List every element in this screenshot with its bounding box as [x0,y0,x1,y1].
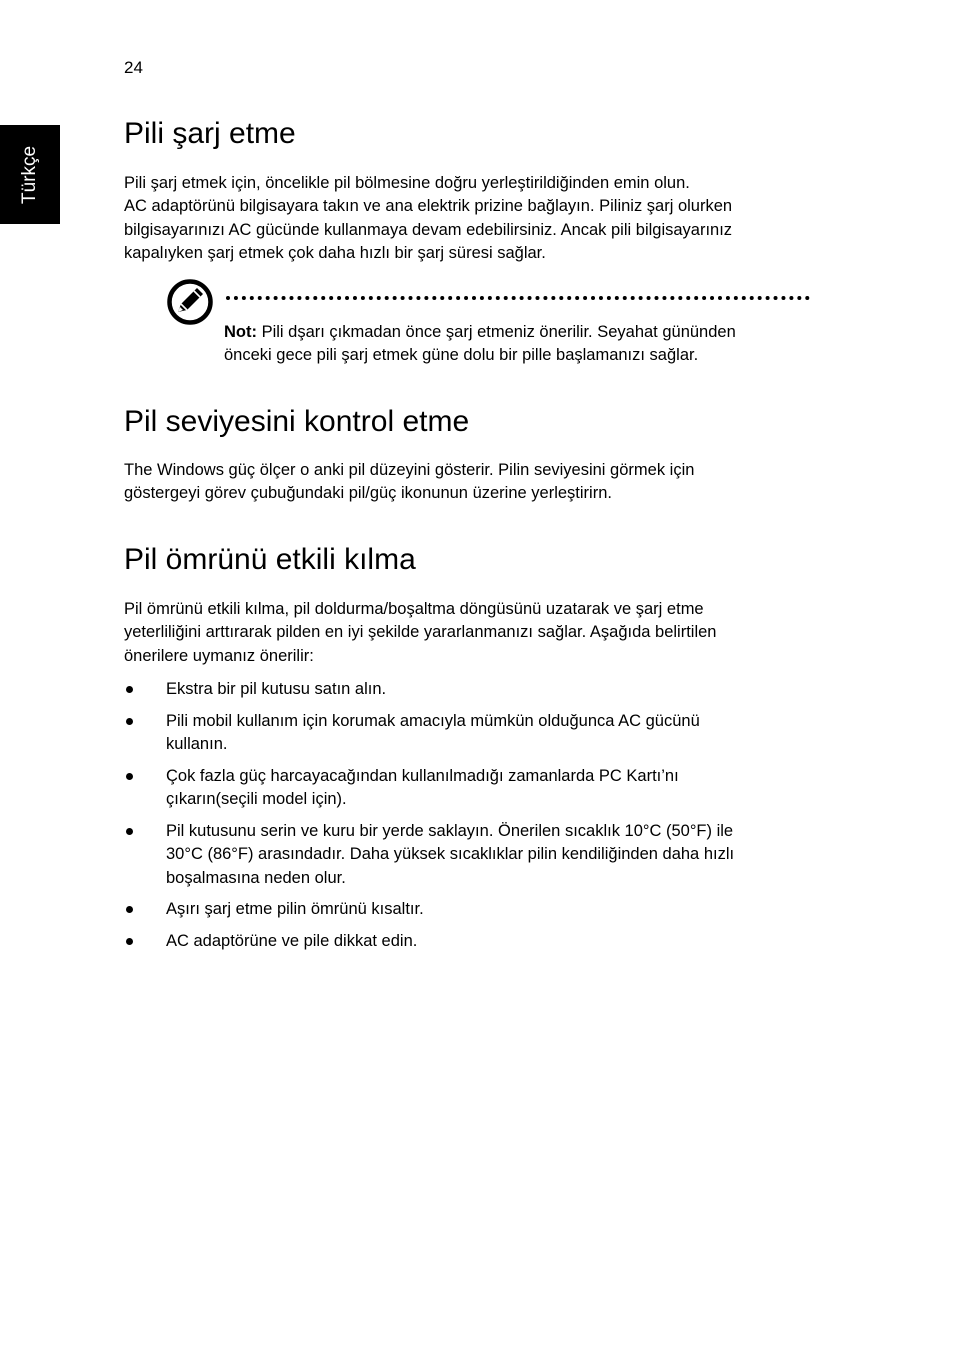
language-tab-label: Türkçe [19,145,40,204]
note-line [224,321,814,344]
list-item-line: Çok fazla güç harcayacağından kullanılmadığı zamanlarda PC Kartı’nı [166,766,679,785]
note-line-2: önceki gece pili şarj etmek güne dolu bir pille başlamanızı sağlar. [224,346,699,365]
list-item [124,930,814,953]
bullet-dot-icon [126,828,133,835]
paragraph-line: yeterliliğini arttırarak pilden en iyi şekilde yararlanmanızı sağlar. Aşağıda belirtilen [124,623,717,642]
note-box [166,278,814,378]
note-pen-icon [166,278,214,326]
charging-paragraph [124,172,814,265]
note-text [224,321,814,368]
bullet-dot-icon [126,718,133,725]
battery-life-paragraph [124,598,814,668]
bullet-dot-icon [126,938,133,945]
section-title-battery-level: Pil seviyesini kontrol etme [124,405,470,438]
paragraph-line: önerilere uymanız önerilir: [124,646,314,665]
list-item [124,765,814,812]
list-item-line: çıkarın(seçili model için). [166,790,347,809]
paragraph-line: kapalıyken şarj etmek çok daha hızlı bir şarj süresi sağlar. [124,243,546,262]
list-item-line: Pili mobil kullanım için korumak amacıyla mümkün olduğunca AC gücünü [166,711,700,730]
note-label: Not: [224,323,257,341]
paragraph-line: AC adaptörünü bilgisayara takın ve ana elektrik prizine bağlayın. Piliniz şarj olurken [124,197,733,216]
paragraph-line: Pili şarj etmek için, öncelikle pil bölmesine doğru yerleştirildiğinden emin olun. [124,174,690,192]
note-line-1: Pili dşarı çıkmadan önce şarj etmeniz önerilir. Seyahat gününden [256,323,736,341]
list-item-line: AC adaptörüne ve pile dikkat edin. [166,932,418,951]
note-divider [226,296,810,300]
language-tab [0,125,60,224]
section-title-charging: Pili şarj etme [124,117,296,150]
list-item [124,710,814,757]
list-item-line: Pil kutusunu serin ve kuru bir yerde saklayın. Önerilen sıcaklık 10°C (50°F) ile [166,821,734,840]
bullet-dot-icon [126,906,133,913]
list-item [124,678,814,701]
list-item-line: 30°C (86°F) arasındadır. Daha yüksek sıcaklıklar pilin kendiliğinden daha hızlı [166,845,735,864]
list-item-line: boşalmasına neden olur. [166,868,346,887]
paragraph-line: The Windows güç ölçer o anki pil düzeyini gösterir. Pilin seviyesini görmek için [124,461,695,479]
paragraph-line: bilgisayarınızı AC gücünde kullanmaya devam edebilirsiniz. Ancak pili bilgisayarınız [124,220,733,239]
list-item-line: Ekstra bir pil kutusu satın alın. [166,680,387,698]
list-item-line: kullanın. [166,735,228,754]
list-item [124,820,814,890]
section-title-battery-life: Pil ömrünü etkili kılma [124,543,416,576]
bullet-dot-icon [126,686,133,693]
battery-level-paragraph [124,459,814,506]
paragraph-line: Pil ömrünü etkili kılma, pil doldurma/boşaltma döngüsünü uzatarak ve şarj etme [124,600,704,618]
paragraph-line: göstergeyi görev çubuğundaki pil/güç ikonunun üzerine yerleştirirn. [124,484,612,503]
bullet-dot-icon [126,773,133,780]
page-number: 24 [124,58,143,77]
tips-list [124,678,814,962]
list-item-line: Aşırı şarj etme pilin ömrünü kısaltır. [166,900,424,919]
list-item [124,898,814,921]
